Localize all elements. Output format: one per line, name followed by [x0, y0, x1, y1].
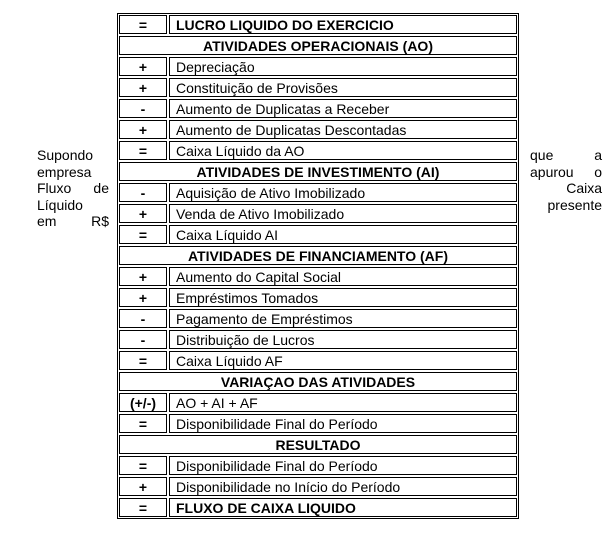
operator-cell: =	[119, 225, 167, 244]
operator-cell: =	[119, 15, 167, 34]
left-line: empresa	[37, 163, 92, 180]
left-word: em	[37, 213, 57, 229]
section-header-row	[119, 372, 517, 391]
description-cell: FLUXO DE CAIXA LIQUIDO	[169, 498, 517, 517]
operator-cell: +	[119, 120, 167, 139]
operator-cell: +	[119, 288, 167, 307]
description-cell: Aquisição de Ativo Imobilizado	[169, 183, 517, 202]
operator-cell: +	[119, 78, 167, 97]
right-word: o	[594, 163, 602, 180]
description-cell: Disponibilidade no Início do Período	[169, 477, 517, 496]
cash-flow-table	[117, 13, 519, 519]
section-header-row	[119, 435, 517, 454]
section-header: ATIVIDADES DE INVESTIMENTO (AI)	[119, 162, 517, 181]
operator-cell: -	[119, 183, 167, 202]
description-cell: Constituição de Provisões	[169, 78, 517, 97]
operator-cell: -	[119, 309, 167, 328]
operator-cell: +	[119, 57, 167, 76]
table-row	[119, 204, 517, 223]
operator-cell: =	[119, 456, 167, 475]
operator-cell: =	[119, 141, 167, 160]
description-cell: Aumento de Duplicatas Descontadas	[169, 120, 517, 139]
table-row	[119, 456, 517, 475]
description-cell: LUCRO LIQUIDO DO EXERCICIO	[169, 15, 517, 34]
description-cell: Empréstimos Tomados	[169, 288, 517, 307]
table-row	[119, 477, 517, 496]
table-row	[119, 99, 517, 118]
description-cell: Disponibilidade Final do Período	[169, 456, 517, 475]
description-cell: Venda de Ativo Imobilizado	[169, 204, 517, 223]
description-cell: Depreciação	[169, 57, 517, 76]
left-word: de	[93, 180, 109, 196]
left-word: Fluxo	[37, 180, 72, 196]
operator-cell: +	[119, 267, 167, 286]
description-cell: Aumento de Duplicatas a Receber	[169, 99, 517, 118]
table-row	[119, 414, 517, 433]
left-side-text	[37, 147, 109, 230]
left-word: R$	[91, 213, 109, 229]
operator-cell: =	[119, 414, 167, 433]
description-cell: Distribuição de Lucros	[169, 330, 517, 349]
table-row	[119, 498, 517, 517]
left-line	[37, 180, 109, 197]
section-header: RESULTADO	[119, 435, 517, 454]
description-cell: Aumento do Capital Social	[169, 267, 517, 286]
operator-cell: (+/-)	[119, 393, 167, 412]
description-cell: Disponibilidade Final do Período	[169, 414, 517, 433]
operator-cell: -	[119, 330, 167, 349]
right-word: a	[594, 147, 602, 163]
left-line: Supondo	[37, 147, 94, 163]
table-row	[119, 351, 517, 370]
section-header-row	[119, 162, 517, 181]
section-header: ATIVIDADES OPERACIONAIS (AO)	[119, 36, 517, 55]
operator-cell: +	[119, 204, 167, 223]
description-cell: Caixa Líquido AI	[169, 225, 517, 244]
description-cell: Pagamento de Empréstimos	[169, 309, 517, 328]
section-header: VARIAÇAO DAS ATIVIDADES	[119, 372, 517, 391]
operator-cell: +	[119, 477, 167, 496]
table-row	[119, 267, 517, 286]
left-line	[37, 213, 109, 230]
table-row	[119, 120, 517, 139]
table-row	[119, 309, 517, 328]
right-line: Caixa	[566, 180, 602, 196]
right-line: presente	[547, 196, 602, 213]
right-line	[530, 147, 602, 164]
right-line	[530, 164, 602, 181]
table-row	[119, 225, 517, 244]
description-cell: Caixa Líquido da AO	[169, 141, 517, 160]
table-row	[119, 141, 517, 160]
table-row	[119, 78, 517, 97]
table-row	[119, 15, 517, 34]
description-cell: Caixa Líquido AF	[169, 351, 517, 370]
left-line: Líquido	[37, 196, 83, 213]
table-row	[119, 288, 517, 307]
right-word: que	[530, 147, 554, 163]
table-row	[119, 57, 517, 76]
description-cell: AO + AI + AF	[169, 393, 517, 412]
section-header-row	[119, 246, 517, 265]
table-row	[119, 393, 517, 412]
table-row	[119, 330, 517, 349]
operator-cell: -	[119, 99, 167, 118]
operator-cell: =	[119, 498, 167, 517]
section-header: ATIVIDADES DE FINANCIAMENTO (AF)	[119, 246, 517, 265]
operator-cell: =	[119, 351, 167, 370]
right-word: apurou	[530, 163, 574, 180]
table-row	[119, 183, 517, 202]
section-header-row	[119, 36, 517, 55]
right-side-text	[530, 147, 602, 213]
